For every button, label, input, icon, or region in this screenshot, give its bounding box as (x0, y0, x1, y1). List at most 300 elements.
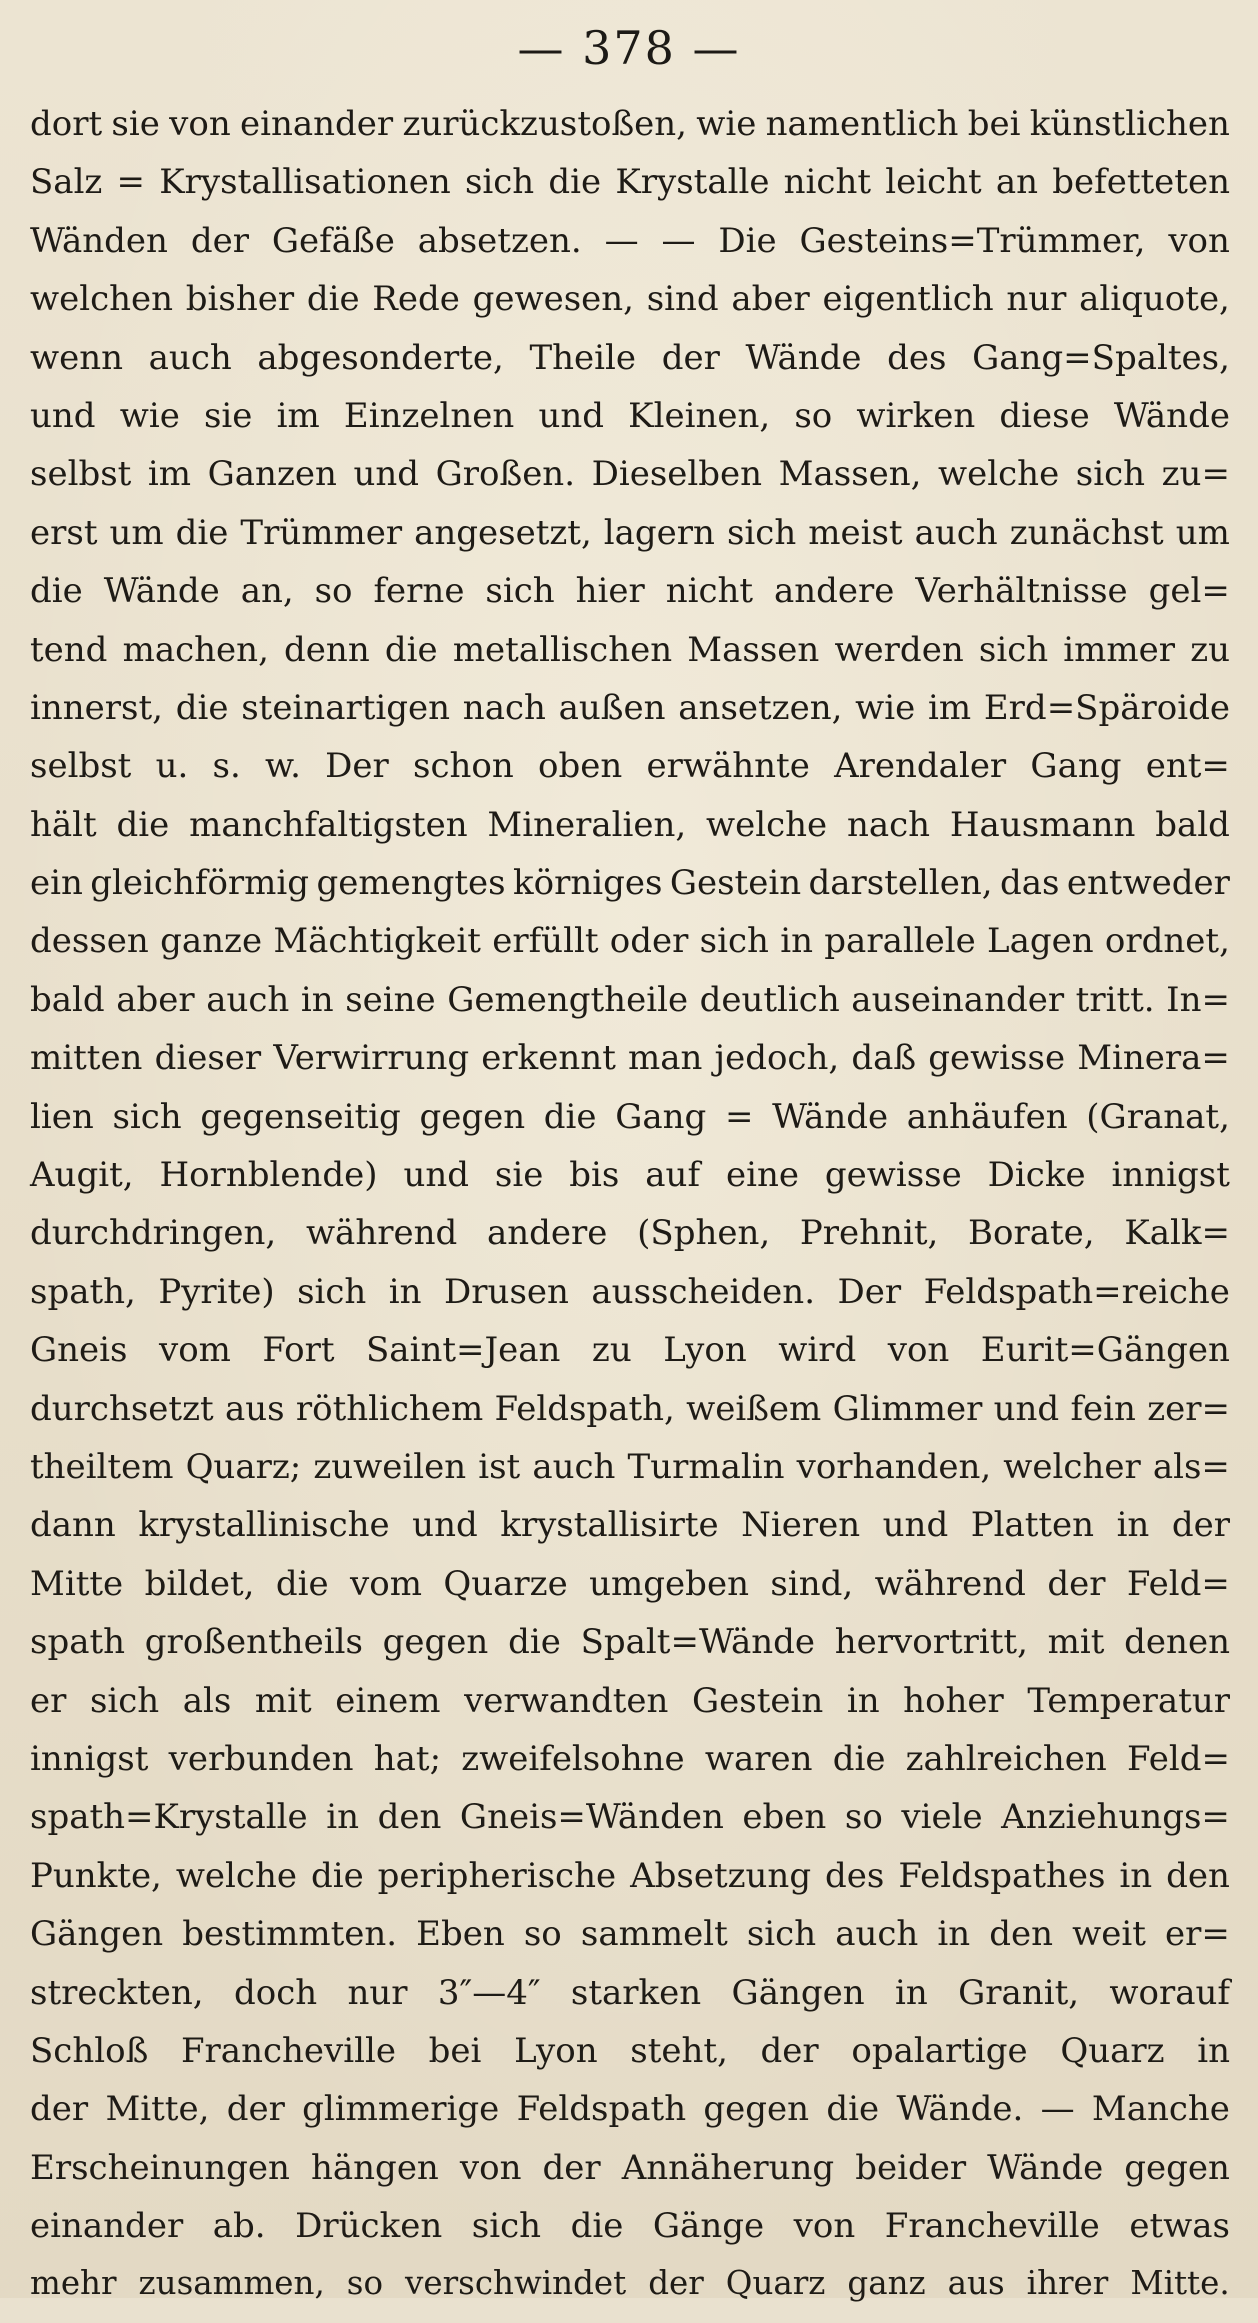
word: die (832, 1738, 886, 1779)
word: Krystalle (615, 162, 770, 203)
word: den (377, 1797, 442, 1838)
word: s. (212, 746, 241, 787)
word: erfüllt (492, 921, 599, 962)
word: Augit, (30, 1155, 134, 1196)
word: Feldspath=reiche (923, 1271, 1230, 1312)
word: und (30, 395, 96, 436)
word: ent= (1145, 746, 1230, 787)
word: Minera= (1077, 1038, 1230, 1079)
word: durchsetzt (30, 1388, 214, 1429)
word: = (724, 1096, 754, 1137)
word: meist (808, 512, 903, 553)
word: Rede (372, 279, 460, 320)
word: auch (835, 1914, 919, 1955)
word: krystallisirte (500, 1505, 719, 1546)
word: sich (726, 512, 797, 553)
word: die (30, 571, 83, 612)
body-text (30, 104, 1230, 2323)
word: außen (558, 687, 666, 728)
word: nur (1006, 279, 1067, 320)
word: welche (175, 1855, 297, 1896)
word: theiltem (30, 1446, 174, 1487)
word: sich (746, 1914, 817, 1955)
word: Feldspathes (898, 1855, 1106, 1896)
text-line (30, 279, 1230, 337)
word: Gestein (669, 863, 802, 904)
word: hoher (903, 1680, 1004, 1721)
word: Verwirrung (273, 1038, 470, 1079)
word: zu (1190, 629, 1230, 670)
text-line (30, 1272, 1230, 1330)
word: eben (742, 1797, 827, 1838)
word: Wände (772, 1096, 889, 1137)
word: parallele (824, 921, 976, 962)
text-line (30, 1097, 1230, 1155)
word: andere (486, 1213, 608, 1254)
word: im (147, 454, 192, 495)
word: spath, (30, 1271, 136, 1312)
word: bildet, (144, 1563, 255, 1604)
word: Wände (1113, 395, 1230, 436)
word: leicht (885, 162, 982, 203)
word: gegen (1124, 2147, 1230, 2188)
word: Temperatur (1027, 1680, 1230, 1721)
word: auf (645, 1155, 701, 1196)
word: Anziehungs= (1001, 1797, 1230, 1838)
word: Wände (103, 571, 220, 612)
word: so (794, 395, 833, 436)
word: zer= (1147, 1388, 1230, 1429)
word: den (1166, 1855, 1230, 1896)
word: Gefäße (271, 220, 395, 261)
word: Gang=Spaltes, (972, 337, 1230, 378)
word: Die (718, 220, 777, 261)
word: Verhältnisse (915, 571, 1128, 612)
word: Gneis=Wänden (459, 1797, 724, 1838)
word: die (175, 512, 229, 553)
word: innerst, (30, 687, 163, 728)
word: werden (834, 629, 964, 670)
word: gewesen, (472, 279, 634, 320)
word: wenn (30, 337, 124, 378)
word: ihrer (1026, 2264, 1109, 2303)
word: und (882, 1505, 949, 1546)
word: Gesteins=Trümmer, (799, 220, 1146, 261)
text-line (30, 2264, 1230, 2322)
word: so (523, 1914, 562, 1955)
word: spath=Krystalle (30, 1797, 308, 1838)
word: tritt. (1075, 979, 1155, 1020)
word: seine (345, 979, 436, 1020)
word: sie (494, 1155, 544, 1196)
word: nur (347, 1972, 408, 2013)
word: ab. (212, 2206, 266, 2247)
word: lien (30, 1096, 94, 1137)
word: mitten (30, 1038, 143, 1079)
word: — (604, 220, 639, 261)
word: (Sphen, (637, 1213, 771, 1254)
word: und (353, 454, 420, 495)
word: Wände (987, 2147, 1104, 2188)
word: Trümmer (240, 512, 403, 553)
text-line (30, 1856, 1230, 1914)
word: zu (591, 1330, 632, 1371)
word: von (1168, 220, 1230, 261)
word: durchdringen, (30, 1213, 277, 1254)
text-line (30, 980, 1230, 1038)
word: mehr (30, 2264, 117, 2303)
word: Turmalin (627, 1446, 785, 1487)
word: Francheville (884, 2206, 1100, 2247)
text-line (30, 1389, 1230, 1447)
word: ferne (373, 571, 465, 612)
word: sammelt (580, 1914, 728, 1955)
word: manchfaltigsten (189, 804, 468, 845)
word: und (993, 1388, 1060, 1429)
word: erst (30, 512, 98, 553)
word: sich (464, 162, 535, 203)
word: von (887, 1330, 950, 1371)
word: einander (30, 2206, 184, 2247)
word: sich (471, 2206, 542, 2247)
word: Quarz; (185, 1446, 302, 1487)
word: — (661, 220, 696, 261)
word: tend (30, 629, 108, 670)
word: bei (967, 104, 1021, 144)
text-line (30, 338, 1230, 396)
word: die (116, 804, 170, 845)
word: Schloß (30, 2030, 149, 2071)
word: denn (284, 629, 370, 670)
word: spath (30, 1622, 126, 1663)
word: Gemengtheile (447, 979, 689, 1020)
word: erwähnte (646, 746, 810, 787)
word: mit (254, 1680, 312, 1721)
word: wie (119, 395, 180, 436)
word: um (1175, 512, 1230, 553)
word: erkennt (481, 1038, 616, 1079)
word: peripherische (377, 1855, 617, 1896)
word: gewisse (928, 1038, 1066, 1079)
word: Krystallisationen (159, 162, 451, 203)
word: den (989, 1914, 1054, 1955)
word: Kalk= (1124, 1213, 1230, 1254)
text-line (30, 1914, 1230, 1972)
word: eine (725, 1155, 799, 1196)
word: Einzelnen (343, 395, 515, 436)
word: künstlichen (1029, 104, 1230, 144)
word: oder (609, 921, 689, 962)
word: immer (1063, 629, 1176, 670)
word: wird (778, 1330, 857, 1371)
word: auch (148, 337, 232, 378)
word: zurückzustoßen, (402, 104, 687, 144)
word: Quarz (725, 2264, 826, 2303)
word: welchen (30, 279, 174, 320)
text-line (30, 2206, 1230, 2264)
word: Massen, (778, 454, 922, 495)
word: hier (575, 571, 645, 612)
word: Der (837, 1271, 902, 1312)
text-line (30, 805, 1230, 863)
word: denen (1124, 1622, 1230, 1663)
word: u. (155, 746, 189, 787)
word: Nieren (741, 1505, 861, 1546)
word: Eurit=Gängen (980, 1330, 1230, 1371)
word: In= (1166, 979, 1230, 1020)
word: des (825, 1855, 885, 1896)
word: Feld= (1127, 1738, 1230, 1779)
text-line (30, 863, 1230, 921)
text-line (30, 2148, 1230, 2206)
word: die (826, 2089, 880, 2130)
word: Feldspath, (494, 1388, 675, 1429)
word: Wänden (30, 220, 168, 261)
word: zuweilen (313, 1446, 467, 1487)
word: Gestein (691, 1680, 824, 1721)
word: ein (30, 863, 83, 904)
word: Gängen (30, 1914, 164, 1955)
word: verschwindet (405, 2264, 627, 2303)
word: in (937, 1914, 971, 1955)
word: auch (914, 512, 998, 553)
word: befetteten (1052, 162, 1230, 203)
word: das (1000, 863, 1060, 904)
word: sich (297, 1271, 367, 1312)
word: steht, (630, 2030, 728, 2071)
word: in (1116, 1505, 1150, 1546)
word: innigst (1111, 1155, 1230, 1196)
word: Gneis (30, 1330, 128, 1371)
word: andere (774, 571, 895, 612)
word: weißem (686, 1388, 822, 1429)
word: an (995, 162, 1039, 203)
word: Absetzung (630, 1855, 812, 1896)
word: bald (1155, 804, 1230, 845)
page-number: — 378 — (517, 21, 741, 75)
word: Dicke (987, 1155, 1086, 1196)
word: Erd=Späroide (983, 687, 1230, 728)
word: von (793, 2206, 856, 2247)
word: gewisse (824, 1155, 962, 1196)
word: selbst (30, 746, 132, 787)
word: Platten (970, 1505, 1095, 1546)
word: verwandten (464, 1680, 669, 1721)
word: 3″—4″ (437, 1972, 541, 2013)
word: Kleinen, (628, 395, 771, 436)
word: von (459, 2147, 522, 2188)
word: sich (978, 629, 1049, 670)
word: die (175, 687, 229, 728)
text-line (30, 746, 1230, 804)
word: im (276, 395, 320, 436)
word: gegen (419, 1096, 526, 1137)
word: gegen (382, 1622, 489, 1663)
word: in (846, 1680, 880, 1721)
word: Mitte. (1130, 2264, 1230, 2303)
word: beider (855, 2147, 967, 2188)
word: jedoch, (714, 1038, 840, 1079)
word: mit (1047, 1622, 1105, 1663)
word: der (648, 2264, 704, 2303)
word: als= (1152, 1446, 1230, 1487)
word: diese (999, 395, 1090, 436)
word: hervortritt, (834, 1622, 1028, 1663)
word: man (627, 1038, 703, 1079)
word: vom (159, 1330, 231, 1371)
word: fein (1070, 1388, 1136, 1429)
word: etwas (1129, 2206, 1230, 2247)
word: von (169, 104, 231, 144)
word: selbst (30, 454, 132, 495)
word: in (326, 1797, 359, 1838)
word: Wände. (896, 2089, 1024, 2130)
word: sie (111, 104, 160, 144)
word: nach (846, 804, 931, 845)
word: welcher (1003, 1446, 1141, 1487)
word: namentlich (765, 104, 959, 144)
word: abgesonderte, (257, 337, 504, 378)
word: und (403, 1155, 470, 1196)
word: Saint=Jean (366, 1330, 561, 1371)
text-line (30, 571, 1230, 629)
text-line (30, 1797, 1230, 1855)
word: daß (851, 1038, 917, 1079)
word: aber (731, 279, 810, 320)
word: Massen (687, 629, 820, 670)
word: einem (335, 1680, 441, 1721)
word: so (844, 1797, 883, 1838)
word: wirken (856, 395, 976, 436)
text-line (30, 2089, 1230, 2147)
text-line (30, 162, 1230, 220)
word: eigentlich (822, 279, 994, 320)
text-line (30, 396, 1230, 454)
word: lagern (603, 512, 715, 553)
word: auseinander (851, 979, 1065, 1020)
word: absetzen. (417, 220, 582, 261)
text-line (30, 1330, 1230, 1388)
word: metallischen (452, 629, 673, 670)
word: einander (239, 104, 394, 144)
word: die (275, 1563, 329, 1604)
word: aus (947, 2264, 1005, 2303)
word: bis (569, 1155, 620, 1196)
word: angesetzt, (414, 512, 592, 553)
word: aliquote, (1079, 279, 1230, 320)
text-line (30, 1213, 1230, 1271)
word: sind (646, 279, 719, 320)
word: viele (901, 1797, 983, 1838)
word: waren (704, 1738, 813, 1779)
word: Hausmann (949, 804, 1136, 845)
word: Theile (529, 337, 637, 378)
word: nicht (665, 571, 754, 612)
word: an, (240, 571, 294, 612)
word: der (661, 337, 720, 378)
word: steinartigen (241, 687, 451, 728)
word: Mitte, (105, 2089, 210, 2130)
word: der (542, 2147, 601, 2188)
word: die (384, 629, 438, 670)
word: der (1047, 1563, 1106, 1604)
word: Hornblende) (159, 1155, 378, 1196)
word: Salz (30, 162, 103, 203)
word: umgeben (589, 1563, 749, 1604)
word: vorhanden, (796, 1446, 992, 1487)
text-line (30, 513, 1230, 571)
text-line (30, 221, 1230, 279)
word: der (30, 2089, 89, 2130)
word: Gänge (652, 2206, 765, 2247)
text-line (30, 1038, 1230, 1096)
word: der (226, 2089, 285, 2130)
word: aus (224, 1388, 285, 1429)
word: oben (538, 746, 623, 787)
word: streckten, (30, 1972, 204, 2013)
text-line (30, 104, 1230, 162)
word: in (300, 979, 334, 1020)
word: deutlich (699, 979, 840, 1020)
word: hat; (373, 1738, 442, 1779)
word: Glimmer (832, 1388, 983, 1429)
word: in (388, 1271, 422, 1312)
text-line (30, 1973, 1230, 2031)
word: der (190, 220, 249, 261)
word: so (314, 571, 353, 612)
word: Francheville (180, 2030, 396, 2071)
word: Gang (615, 1096, 707, 1137)
word: ganz (847, 2264, 926, 2303)
word: Manche (1091, 2089, 1230, 2130)
word: Lyon (663, 1330, 747, 1371)
word: ordnet, (1104, 921, 1230, 962)
word: Mineralien, (487, 804, 687, 845)
word: die (570, 2206, 624, 2247)
word: gemengtes (316, 863, 506, 904)
word: Erscheinungen (30, 2147, 290, 2188)
word: Fort (262, 1330, 335, 1371)
word: krystallinische (138, 1505, 390, 1546)
word: als (182, 1680, 232, 1721)
word: = (116, 162, 146, 203)
word: hängen (310, 2147, 439, 2188)
word: die (548, 162, 602, 203)
word: er= (1165, 1914, 1230, 1955)
word: Gang (1030, 746, 1122, 787)
word: — (1040, 2089, 1075, 2130)
word: des (887, 337, 947, 378)
word: machen, (122, 629, 269, 670)
word: Drusen (444, 1271, 569, 1312)
word: sich (89, 1680, 160, 1721)
word: w. (265, 746, 301, 787)
word: weit (1072, 1914, 1146, 1955)
word: während (305, 1213, 458, 1254)
word: sich (699, 921, 769, 962)
word: in (780, 921, 813, 962)
word: röthlichem (295, 1388, 484, 1429)
word: der (760, 2030, 819, 2071)
word: um (109, 512, 164, 553)
word: auch (206, 979, 290, 1020)
word: Annäherung (621, 2147, 835, 2188)
text-line (30, 2031, 1230, 2089)
word: zahlreichen (905, 1738, 1107, 1779)
word: Punkte, (30, 1855, 162, 1896)
word: der (1171, 1505, 1230, 1546)
word: Ganzen (207, 454, 337, 495)
